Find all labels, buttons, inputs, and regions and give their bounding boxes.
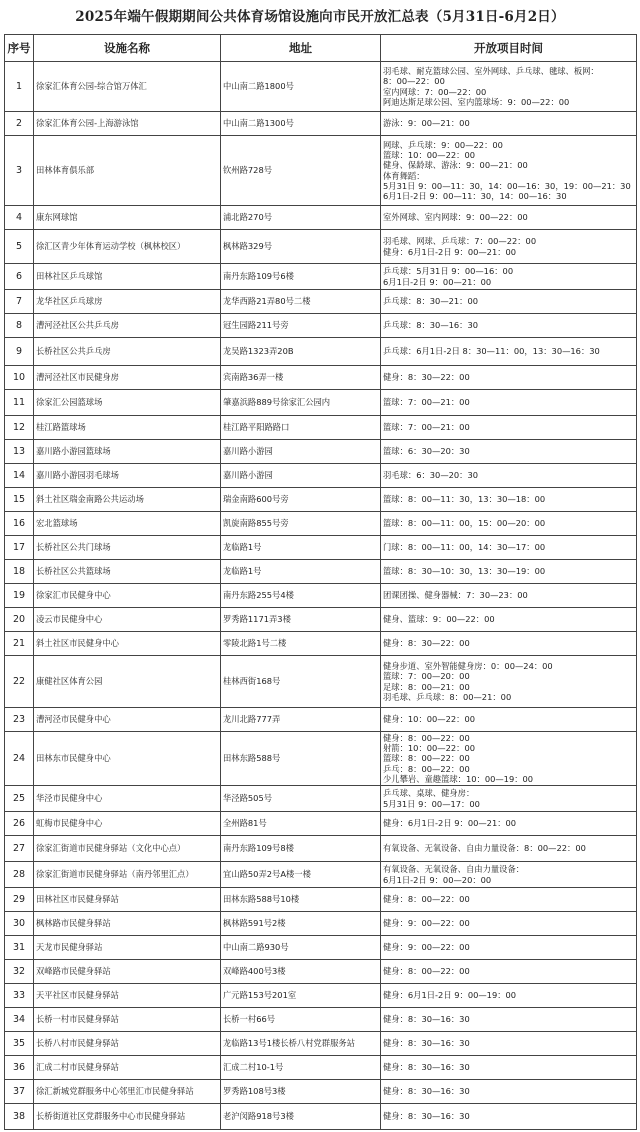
table-row (5, 984, 637, 1008)
row-number: 27 (5, 836, 34, 862)
open-schedule (381, 230, 637, 264)
table-header-row (5, 35, 637, 62)
schedule-line: 6月1日-2日 9：00—21：00 (383, 276, 492, 287)
schedule-line: 健身：8：00—22：00 (383, 733, 470, 744)
schedule-line: 羽毛球：6：30—20：30 (383, 470, 479, 481)
row-number: 36 (5, 1056, 34, 1080)
row-number: 26 (5, 812, 34, 836)
facility-name: 徐家汇街道市民健身驿站（文化中心点） (34, 836, 221, 862)
schedule-line: 篮球：7：00—20：00 (383, 671, 470, 682)
facility-address: 老沪闵路918号3楼 (221, 1104, 381, 1130)
facility-address: 桂江路平阳路路口 (221, 416, 381, 440)
schedule-line: 乒乓：8：00—22：00 (383, 763, 470, 774)
schedule-line: 8：00—22：00 (383, 76, 445, 87)
row-number: 19 (5, 584, 34, 608)
facility-name: 长桥社区公共篮球场 (34, 560, 221, 584)
table-row (5, 230, 637, 264)
facility-name: 长桥社区公共门球场 (34, 536, 221, 560)
table-row (5, 888, 637, 912)
facility-name: 宏北篮球场 (34, 512, 221, 536)
schedule-line: 阿迪达斯足球公园、室内篮球场：9：00—22：00 (383, 96, 570, 107)
page-title: 2025年端午假期期间公共体育场馆设施向市民开放汇总表（5月31日-6月2日） (75, 9, 565, 25)
table-row (5, 1080, 637, 1104)
open-schedule (381, 1032, 637, 1056)
row-number: 22 (5, 656, 34, 708)
open-schedule (381, 338, 637, 366)
facility-name: 凌云市民健身中心 (34, 608, 221, 632)
facility-address: 罗秀路1171弄3楼 (221, 608, 381, 632)
table-row (5, 584, 637, 608)
facility-address: 龙吴路1323弄20B (221, 338, 381, 366)
row-number: 35 (5, 1032, 34, 1056)
facility-address: 钦州路728号 (221, 136, 381, 206)
open-schedule (381, 536, 637, 560)
header-open-time: 开放项目时间 (381, 35, 637, 62)
facility-name: 斜土社区市民健身中心 (34, 632, 221, 656)
row-number: 17 (5, 536, 34, 560)
row-number: 11 (5, 390, 34, 416)
table-row (5, 1032, 637, 1056)
schedule-line: 健身、篮球：9：00—22：00 (383, 614, 495, 625)
open-schedule (381, 314, 637, 338)
facility-name: 漕河泾社区市民健身房 (34, 366, 221, 390)
schedule-line: 室内网球：7：00—22：00 (383, 86, 487, 97)
facility-address: 田林东路588号 (221, 732, 381, 786)
open-schedule (381, 862, 637, 888)
open-schedule (381, 708, 637, 732)
open-schedule (381, 960, 637, 984)
facility-address: 汇成二村10-1号 (221, 1056, 381, 1080)
header-facility: 设施名称 (34, 35, 221, 62)
facility-name: 枫林路市民健身驿站 (34, 912, 221, 936)
schedule-line: 篮球：7：00—21：00 (383, 422, 470, 433)
schedule-line: 健身：9：00—22：00 (383, 942, 470, 953)
schedule-line: 篮球：10：00—22：00 (383, 150, 476, 161)
facility-name: 桂江路篮球场 (34, 416, 221, 440)
facility-address: 龙临路13号1楼长桥八村党群服务站 (221, 1032, 381, 1056)
facility-address: 凯旋南路855号旁 (221, 512, 381, 536)
facility-address: 宜山路50弄2号A楼一楼 (221, 862, 381, 888)
open-schedule (381, 656, 637, 708)
facility-address: 中山南二路930号 (221, 936, 381, 960)
table-row (5, 732, 637, 786)
facility-name: 长桥一村市民健身驿站 (34, 1008, 221, 1032)
table-row (5, 812, 637, 836)
open-schedule (381, 936, 637, 960)
facility-name: 康健社区体育公园 (34, 656, 221, 708)
table-row (5, 536, 637, 560)
facility-name: 长桥八村市民健身驿站 (34, 1032, 221, 1056)
schedule-line: 乒乓球：6月1日-2日 8：30—11：00，13：30—16：30 (383, 346, 600, 357)
schedule-line: 健身：8：30—16：30 (383, 1086, 470, 1097)
open-schedule (381, 912, 637, 936)
header-no: 序号 (5, 35, 34, 62)
schedule-line: 健身：10：00—22：00 (383, 714, 476, 725)
schedule-line: 团课团操、健身器械：7：30—23：00 (383, 590, 528, 601)
row-number: 31 (5, 936, 34, 960)
schedule-line: 健身：6月1日-2日 9：00—21：00 (383, 246, 517, 257)
row-number: 14 (5, 464, 34, 488)
facility-address: 南丹东路109号6楼 (221, 264, 381, 290)
row-number: 34 (5, 1008, 34, 1032)
row-number: 6 (5, 264, 34, 290)
table-row (5, 314, 637, 338)
facility-name: 徐家汇市民健身中心 (34, 584, 221, 608)
facility-address: 零陵北路1号二楼 (221, 632, 381, 656)
table-row (5, 560, 637, 584)
schedule-line: 篮球：8：00—22：00 (383, 753, 470, 764)
facility-name: 长桥社区公共乒乓房 (34, 338, 221, 366)
open-schedule (381, 62, 637, 112)
schedule-line: 游泳：9：00—21：00 (383, 118, 470, 129)
facility-name: 徐汇新城党群服务中心邻里汇市民健身驿站 (34, 1080, 221, 1104)
schedule-line: 羽毛球、网球、乒乓球：7：00—22：00 (383, 236, 537, 247)
schedule-line: 乒乓球、桌球、健身房： (383, 788, 475, 799)
facility-name: 漕河泾市民健身中心 (34, 708, 221, 732)
open-schedule (381, 488, 637, 512)
facility-name: 双峰路市民健身驿站 (34, 960, 221, 984)
schedule-line: 乒乓球：8：30—16：30 (383, 320, 479, 331)
table-row (5, 912, 637, 936)
schedule-line: 乒乓球：5月31日 9：00—16：00 (383, 266, 514, 277)
facility-name: 徐汇区青少年体育运动学校（枫林校区） (34, 230, 221, 264)
facility-address: 龙临路1号 (221, 536, 381, 560)
open-schedule (381, 732, 637, 786)
schedule-line: 健身：6月1日-2日 9：00—19：00 (383, 990, 517, 1001)
row-number: 30 (5, 912, 34, 936)
header-address: 地址 (221, 35, 381, 62)
schedule-line: 健身：6月1日-2日 9：00—21：00 (383, 818, 517, 829)
open-schedule (381, 888, 637, 912)
open-schedule (381, 584, 637, 608)
row-number: 8 (5, 314, 34, 338)
open-schedule (381, 136, 637, 206)
row-number: 18 (5, 560, 34, 584)
schedule-line: 健身：9：00—22：00 (383, 918, 470, 929)
facility-name: 嘉川路小游园篮球场 (34, 440, 221, 464)
row-number: 29 (5, 888, 34, 912)
row-number: 4 (5, 206, 34, 230)
row-number: 12 (5, 416, 34, 440)
table-row (5, 290, 637, 314)
schedule-line: 体育舞蹈： (383, 170, 425, 181)
open-schedule (381, 366, 637, 390)
row-number: 23 (5, 708, 34, 732)
table-row (5, 632, 637, 656)
schedule-line: 6月1日-2日 9：00—20：00 (383, 874, 492, 885)
open-schedule (381, 206, 637, 230)
facility-name: 徐家汇街道市民健身驿站（南丹邻里汇点） (34, 862, 221, 888)
open-schedule (381, 440, 637, 464)
open-schedule (381, 560, 637, 584)
schedule-line: 羽毛球、耐克篮球公园、室外网球、乒乓球、毽球、板网： (383, 66, 599, 77)
facility-address: 瑞金南路600号旁 (221, 488, 381, 512)
table-row (5, 62, 637, 112)
table-row (5, 112, 637, 136)
schedule-line: 健身：8：30—22：00 (383, 372, 470, 383)
schedule-line: 健身：8：30—16：30 (383, 1038, 470, 1049)
open-schedule (381, 1080, 637, 1104)
facility-address: 南丹东路109号8楼 (221, 836, 381, 862)
schedule-line: 5月31日 9：00—17：00 (383, 798, 480, 809)
facility-address: 南丹东路255号4楼 (221, 584, 381, 608)
table-row (5, 136, 637, 206)
schedule-line: 健身：8：30—16：30 (383, 1062, 470, 1073)
schedule-line: 健身：8：30—22：00 (383, 638, 470, 649)
row-number: 38 (5, 1104, 34, 1130)
open-schedule (381, 786, 637, 812)
row-number: 9 (5, 338, 34, 366)
row-number: 13 (5, 440, 34, 464)
table-row (5, 338, 637, 366)
schedule-line: 门球：8：00—11：00，14：30—17：00 (383, 542, 546, 553)
schedule-line: 篮球：7：00—21：00 (383, 397, 470, 408)
schedule-line: 健身步道、室外智能健身房：0：00—24：00 (383, 661, 553, 672)
facility-address: 龙临路1号 (221, 560, 381, 584)
schedule-line: 网球、乒乓球：9：00—22：00 (383, 140, 503, 151)
row-number: 21 (5, 632, 34, 656)
facility-name: 徐家汇体育公园-上海游泳馆 (34, 112, 221, 136)
row-number: 24 (5, 732, 34, 786)
facility-address: 龙华西路21弄80号二楼 (221, 290, 381, 314)
table-row (5, 366, 637, 390)
facility-name: 漕河泾社区公共乒乓房 (34, 314, 221, 338)
facility-address: 肇嘉浜路889号徐家汇公园内 (221, 390, 381, 416)
schedule-line: 健身：8：30—16：30 (383, 1111, 470, 1122)
facility-address: 中山南二路1800号 (221, 62, 381, 112)
open-schedule (381, 1008, 637, 1032)
facility-address: 桂林西街168号 (221, 656, 381, 708)
table-row (5, 488, 637, 512)
row-number: 5 (5, 230, 34, 264)
open-schedule (381, 812, 637, 836)
schedule-line: 健身：8：00—22：00 (383, 894, 470, 905)
facility-address: 长桥一村66号 (221, 1008, 381, 1032)
table-row (5, 416, 637, 440)
open-schedule (381, 264, 637, 290)
facility-name: 田林东市民健身中心 (34, 732, 221, 786)
row-number: 28 (5, 862, 34, 888)
facility-name: 虹梅市民健身中心 (34, 812, 221, 836)
facility-address: 双峰路400号3楼 (221, 960, 381, 984)
open-schedule (381, 416, 637, 440)
facility-address: 浦北路270号 (221, 206, 381, 230)
schedule-line: 健身、保龄球、游泳：9：00—21：00 (383, 160, 528, 171)
row-number: 25 (5, 786, 34, 812)
facility-address: 冠生园路211号旁 (221, 314, 381, 338)
table-row (5, 708, 637, 732)
row-number: 33 (5, 984, 34, 1008)
table-row (5, 440, 637, 464)
table-row (5, 206, 637, 230)
table-row (5, 464, 637, 488)
facility-address: 罗秀路108号3楼 (221, 1080, 381, 1104)
table-row (5, 512, 637, 536)
schedule-line: 射箭：10：00—22：00 (383, 743, 476, 754)
open-schedule (381, 1104, 637, 1130)
schedule-line: 6月1日-2日 9：00—11：30，14：00—16：30 (383, 190, 567, 201)
schedule-line: 5月31日 9：00—11：30，14：00—16：30，19：00—21：30 (383, 180, 631, 191)
facility-address: 嘉川路小游园 (221, 440, 381, 464)
table-row (5, 264, 637, 290)
row-number: 20 (5, 608, 34, 632)
table-row (5, 1056, 637, 1080)
schedule-line: 篮球：8：30—10：30，13：30—19：00 (383, 566, 546, 577)
table-row (5, 960, 637, 984)
facility-address: 广元路153号201室 (221, 984, 381, 1008)
facility-name: 徐家汇体育公园-综合馆万体汇 (34, 62, 221, 112)
open-schedule (381, 984, 637, 1008)
schedule-line: 健身：8：30—16：30 (383, 1014, 470, 1025)
facility-address: 龙川北路777弄 (221, 708, 381, 732)
open-schedule (381, 608, 637, 632)
facility-name: 天龙市民健身驿站 (34, 936, 221, 960)
facility-name: 长桥街道社区党群服务中心市民健身驿站 (34, 1104, 221, 1130)
facility-name: 嘉川路小游园羽毛球场 (34, 464, 221, 488)
facility-name: 田林社区乒乓球馆 (34, 264, 221, 290)
schedule-line: 乒乓球：8：30—21：00 (383, 296, 479, 307)
table-row (5, 1008, 637, 1032)
facility-table (4, 34, 637, 1130)
schedule-line: 少儿攀岩、童趣篮球：10：00—19：00 (383, 773, 534, 784)
facility-name: 天平社区市民健身驿站 (34, 984, 221, 1008)
row-number: 10 (5, 366, 34, 390)
facility-address: 田林东路588号10楼 (221, 888, 381, 912)
open-schedule (381, 464, 637, 488)
table-row (5, 936, 637, 960)
facility-address: 嘉川路小游园 (221, 464, 381, 488)
schedule-line: 篮球：6：30—20：30 (383, 446, 470, 457)
row-number: 32 (5, 960, 34, 984)
open-schedule (381, 512, 637, 536)
facility-name: 康东网球馆 (34, 206, 221, 230)
open-schedule (381, 836, 637, 862)
row-number: 15 (5, 488, 34, 512)
schedule-line: 健身：8：00—22：00 (383, 966, 470, 977)
facility-address: 枫林路329号 (221, 230, 381, 264)
schedule-line: 室外网球、室内网球：9：00—22：00 (383, 212, 528, 223)
open-schedule (381, 290, 637, 314)
facility-name: 汇成二村市民健身驿站 (34, 1056, 221, 1080)
row-number: 16 (5, 512, 34, 536)
table-row (5, 390, 637, 416)
table-row (5, 836, 637, 862)
row-number: 37 (5, 1080, 34, 1104)
schedule-line: 足球：8：00—21：00 (383, 681, 470, 692)
row-number: 7 (5, 290, 34, 314)
table-row (5, 656, 637, 708)
table-row (5, 608, 637, 632)
facility-name: 龙华社区乒乓球房 (34, 290, 221, 314)
open-schedule (381, 390, 637, 416)
facility-address: 华泾路505号 (221, 786, 381, 812)
open-schedule (381, 1056, 637, 1080)
facility-name: 田林社区市民健身驿站 (34, 888, 221, 912)
open-schedule (381, 632, 637, 656)
schedule-line: 篮球：8：00—11：30，13：30—18：00 (383, 494, 546, 505)
table-row (5, 786, 637, 812)
row-number: 3 (5, 136, 34, 206)
schedule-line: 有氧设备、无氧设备、自由力量设备：8：00—22：00 (383, 843, 586, 854)
facility-name: 斜土社区瑞金南路公共运动场 (34, 488, 221, 512)
table-row (5, 862, 637, 888)
facility-address: 中山南二路1300号 (221, 112, 381, 136)
facility-name: 华泾市民健身中心 (34, 786, 221, 812)
facility-address: 宾南路36弄一楼 (221, 366, 381, 390)
schedule-line: 有氧设备、无氧设备、自由力量设备： (383, 864, 525, 875)
row-number: 1 (5, 62, 34, 112)
open-schedule (381, 112, 637, 136)
schedule-line: 羽毛球、乒乓球：8：00—21：00 (383, 691, 512, 702)
schedule-line: 篮球：8：00—11：00，15：00—20：00 (383, 518, 546, 529)
facility-name: 徐家汇公园篮球场 (34, 390, 221, 416)
facility-address: 全州路81号 (221, 812, 381, 836)
table-row (5, 1104, 637, 1130)
row-number: 2 (5, 112, 34, 136)
facility-name: 田林体育俱乐部 (34, 136, 221, 206)
facility-address: 枫林路591号2楼 (221, 912, 381, 936)
